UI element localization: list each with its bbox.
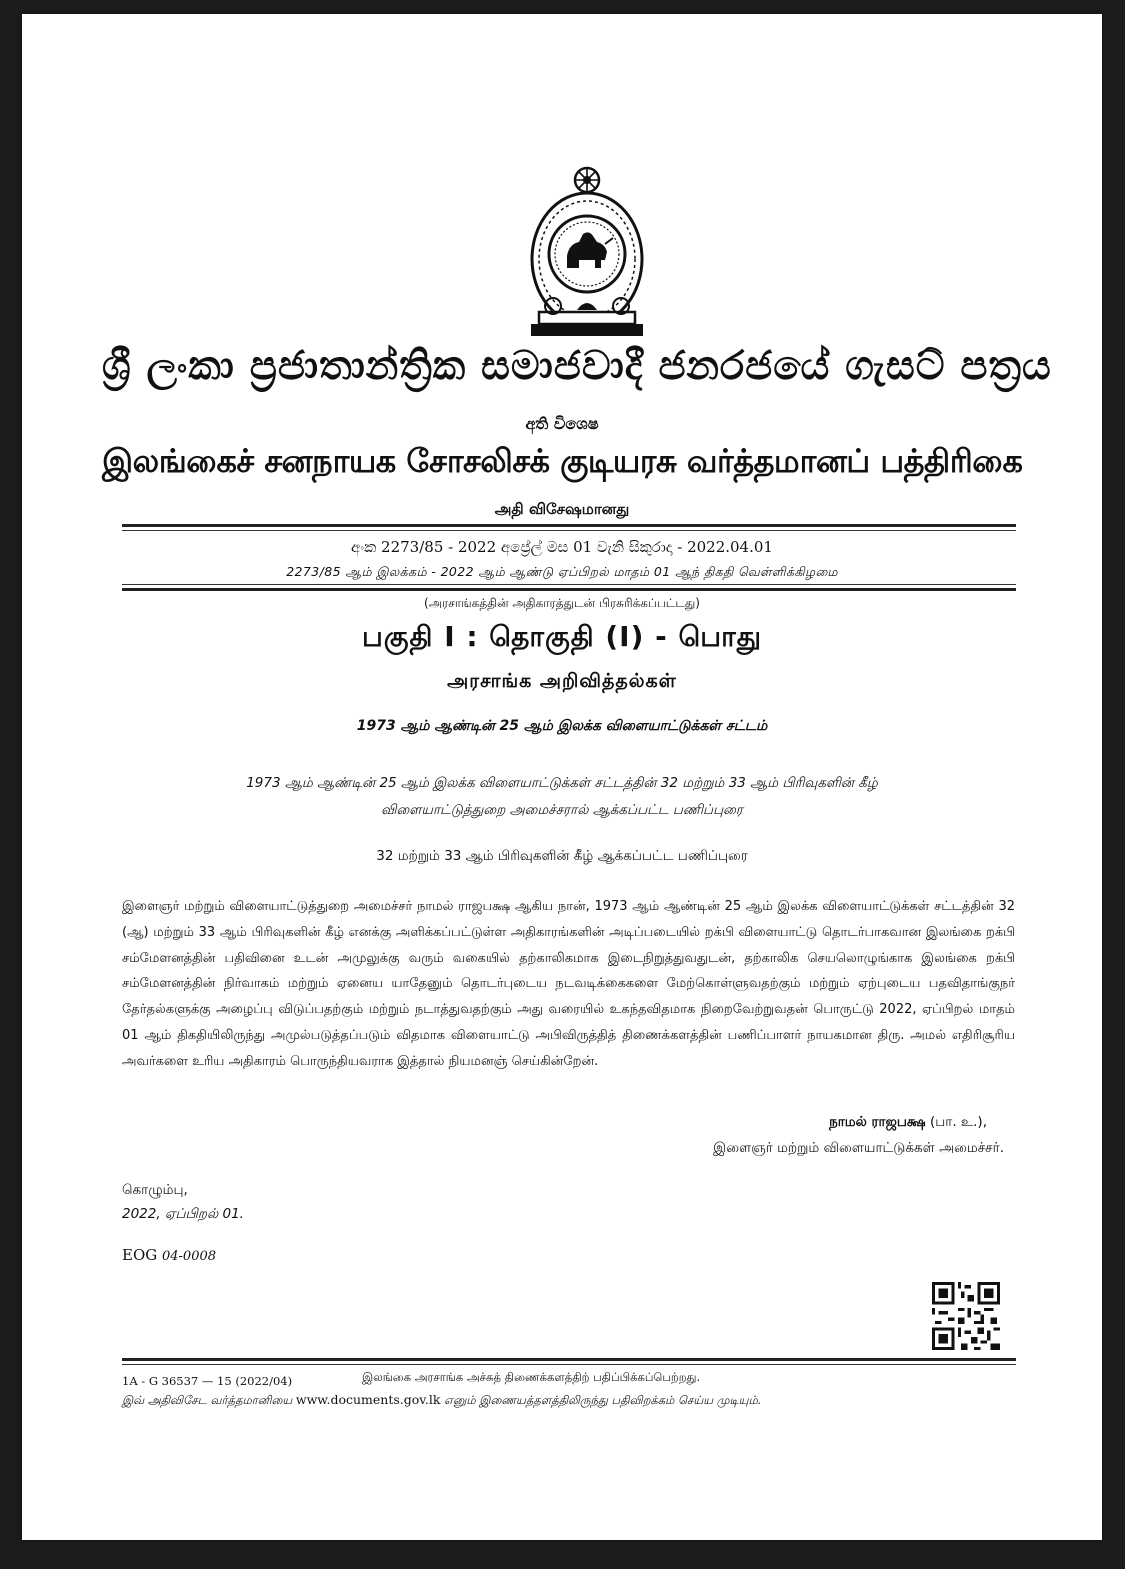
gazette-page [22, 14, 1102, 1540]
signatory-name [829, 1114, 987, 1132]
place: கொழும்பு, [122, 1182, 188, 1198]
order-title [162, 770, 962, 824]
qr-code-icon [932, 1282, 1000, 1350]
order-title-line: விளையாட்டுத்துறை அமைச்சரால் ஆக்கப்பட்ட பணிப்புரை [381, 802, 743, 818]
order-subtitle: 32 மற்றும் 33 ஆம் பிரிவுகளின் கீழ் ஆக்கப்பட்ட பணிப்புரை [376, 848, 748, 864]
signatory-suffix: (பா. உ.), [925, 1114, 987, 1130]
body-paragraph: இளைஞர் மற்றும் விளையாட்டுத்துறை அமைச்சர் நாமல் ராஜபக்ஷ ஆகிய நான், 1973 ஆம் ஆண்டின் 25 ஆம் இலக்க விளையாட்டுக்கள் சட்டத்தின் 32 (ஆ) மற்றும் 33 ஆம் பிரிவுகளின் கீழ் எனக்கு அளிக்கப்பட்டுள்ள அதிகாரங்களின் அடிப்படையில் றக்பி விளையாட்டு தொடர்பாகவான இலங்கை றக்பி சம்மேளனத்தின் பதிவினை உடன் அமுலுக்கு வரும் வகையில் தற்காலிகமாக இடைநிறுத்துவதுடன், தற்காலிக செயலொழுங்காக இலங்கை றக்பி சம்மேளனத்தின் நிர்வாகம் மற்றும் ஏனைய யாதேனும் தொடர்புடைய நடவடிக்கைகளை மேற்கொள்ளுவதற்கும் மற்றும் ஏற்புடைய பதவிதாங்குநர் தேர்தல்களுக்கு அழைப்பு விடுப்பதற்கும் மற்றும் நடாத்துவதற்கும் அது வரையில் உகந்தவிதமாக நிறைவேற்றுவதன் பொருட்டு 2022, ஏப்பிறல் மாதம் 01 ஆம் திகதியிலிருந்து அமுல்படுத்தப்படும் விதமாக விளையாட்டு அபிவிருத்தித் திணைக்களத்தின் பணிப்பாளர் நாயகமான திரு. அமல் எதிரிசூரிய அவர்களை உரிய அதிகாரம் பொருந்தியவராக இத்தால் நியமனஞ் செய்கின்றேன். [122, 899, 1015, 1069]
gazette-subtitle-sinhala: අති විශෙෂ [525, 414, 599, 433]
download-suffix: எனும் இணையத்தளத்திலிருந்து பதிவிறக்கம் செய்ய முடியும். [440, 1393, 762, 1407]
national-emblem [527, 164, 647, 344]
divider [122, 1364, 1016, 1365]
signatory-title: இளைஞர் மற்றும் விளையாட்டுக்கள் அமைச்சர். [713, 1140, 1004, 1156]
eog-number: 04-0008 [162, 1249, 217, 1264]
authority-note: (அரசாங்கத்தின் அதிகாரத்துடன் பிரசுரிக்கப்பட்டது) [424, 596, 700, 610]
signatory-name-bold: நாமல் ராஜபக்ஷ [829, 1114, 926, 1130]
divider [122, 588, 1016, 591]
print-code: 1A - G 36537 — 15 (2022/04) [122, 1374, 293, 1388]
download-prefix: இவ் அதிவிசேட வர்த்தமானியை [122, 1393, 296, 1407]
printer-note: இலங்கை அரசாங்க அச்சுத் திணைக்களத்திற் பதிப்பிக்கப்பெற்றது. [362, 1370, 701, 1384]
national-emblem-icon [527, 164, 647, 344]
order-title-line: 1973 ஆம் ஆண்டின் 25 ஆம் இலக்க விளையாட்டுக்கள் சட்டத்தின் 32 மற்றும் 33 ஆம் பிரிவுகளின் கீழ் [246, 775, 878, 791]
divider [122, 524, 1016, 527]
eog-reference [122, 1246, 216, 1264]
website-link[interactable]: www.documents.gov.lk [295, 1392, 441, 1407]
issue-line-tamil: 2273/85 ஆம் இலக்கம் - 2022 ஆம் ஆண்டு ஏப்பிறல் மாதம் 01 ஆந் திகதி வெள்ளிக்கிழமை [286, 564, 838, 579]
divider [122, 1358, 1016, 1361]
date: 2022, ஏப்பிறல் 01. [122, 1206, 244, 1222]
divider [122, 584, 1016, 585]
gazette-subtitle-tamil: அதி விசேஷமானது [494, 500, 630, 518]
section-title: அரசாங்க அறிவித்தல்கள் [447, 670, 677, 692]
gazette-title-sinhala: ශ්‍රී ලංකා ප්‍රජාතාන්ත්‍රික සමාජවාදී ජනරජයේ ගැසට් පත්‍රය [102, 342, 1052, 389]
act-title: 1973 ஆம் ஆண்டின் 25 ஆம் இலக்க விளையாட்டுக்கள் சட்டம் [356, 718, 768, 734]
part-title: பகுதி I : தொகுதி (I) - பொது [361, 620, 763, 653]
divider [122, 530, 1016, 531]
issue-line-sinhala: අංක 2273/85 - 2022 අප්‍රේල් මස 01 වැනි සිකුරාදා - 2022.04.01 [351, 538, 773, 556]
download-note [122, 1392, 761, 1409]
eog-prefix: EOG [122, 1246, 162, 1264]
gazette-title-tamil: இலங்கைச் சனநாயக சோசலிசக் குடியரசு வர்த்தமானப் பத்திரிகை [102, 442, 1023, 480]
